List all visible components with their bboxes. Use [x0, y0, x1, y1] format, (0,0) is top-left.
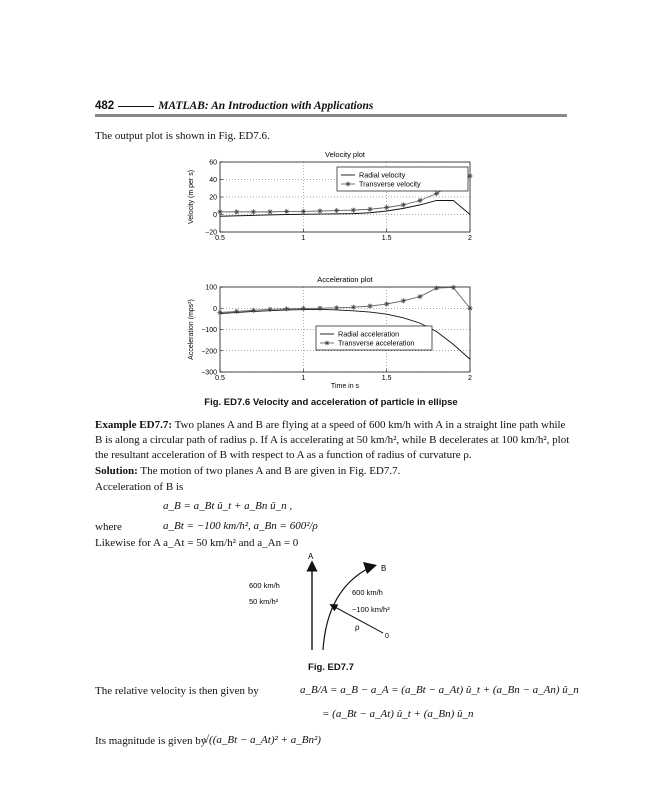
x-tick-label: 1: [301, 375, 306, 382]
center-label: 0: [385, 633, 389, 640]
label-b: B: [381, 564, 387, 573]
data-point: [301, 209, 306, 214]
data-point: [234, 309, 239, 314]
right-speed-label: 600 km/h: [352, 588, 383, 597]
intro-paragraph: The output plot is shown in Fig. ED7.6.: [95, 130, 270, 142]
data-point: [467, 306, 472, 311]
relative-text: The relative velocity is then given by: [95, 685, 259, 697]
data-point: [434, 285, 439, 290]
figure-ed7-7-caption: Fig. ED7.7: [308, 662, 354, 673]
y-tick-label: −200: [201, 348, 217, 356]
page-number: 482: [95, 100, 115, 112]
equation-where: a_Bt = −100 km/h², a_Bn = 600²/ρ: [163, 520, 318, 532]
data-point: [234, 209, 239, 214]
figure-caption: Fig. ED7.6 Velocity and acceleration of particle in ellipse: [204, 397, 458, 408]
x-tick-label: 0.5: [215, 235, 225, 242]
y-tick-label: 40: [209, 177, 217, 184]
left-accel-label: 50 km/h²: [249, 597, 279, 606]
series-line: [220, 287, 470, 312]
data-point: [317, 208, 322, 213]
data-point: [417, 294, 422, 299]
acceleration-chart: [188, 275, 473, 390]
likewise-text: Likewise for A a_At = 50 km/h² and a_An = 0: [95, 537, 299, 549]
data-point: [334, 305, 339, 310]
relative-equation-1: a_B/A = a_B − a_A = (a_Bt − a_At) û_t + (a_Bn − a_An) û_n: [300, 684, 579, 696]
data-point: [367, 207, 372, 212]
magnitude-text: Its magnitude is given by: [95, 735, 207, 747]
data-point: [284, 209, 289, 214]
header-rule: [95, 114, 567, 117]
running-header: [95, 100, 373, 112]
data-point: [434, 191, 439, 196]
chart-title: Acceleration plot: [317, 275, 373, 284]
y-tick-label: 20: [209, 194, 217, 202]
example-body-1: Two planes A and B are flying at a speed of 600 km/h with A in a straight line path while: [174, 419, 566, 431]
relative-equation-2: = (a_Bt − a_At) û_t + (a_Bn) û_n: [322, 708, 474, 720]
data-point: [301, 306, 306, 311]
rho-label: ρ: [355, 623, 360, 632]
x-axis-label: Time in s: [330, 383, 360, 390]
x-tick-label: 1: [301, 235, 306, 242]
y-tick-label: −20: [205, 229, 217, 237]
path-b-arrowhead: [363, 562, 377, 574]
book-title: MATLAB: An Introduction with Applications: [158, 100, 374, 112]
y-tick-label: 60: [209, 159, 217, 167]
example-body-3: the resultant acceleration of B with respect to A as a function of radius of curvature ρ.: [95, 449, 472, 461]
data-point: [217, 310, 222, 315]
example-paragraph: [95, 418, 573, 463]
legend-marker: [346, 182, 351, 187]
data-point: [251, 209, 256, 214]
acceleration-b-text: Acceleration of B is: [95, 481, 184, 493]
solution-text: The motion of two planes A and B are given in Fig. ED7.7.: [140, 465, 401, 477]
data-point: [401, 202, 406, 207]
velocity-chart: [188, 150, 473, 242]
data-point: [217, 209, 222, 214]
equation-accel-b: a_B = a_Bt û_t + a_Bn û_n ,: [163, 500, 293, 512]
data-point: [351, 208, 356, 213]
data-point: [367, 304, 372, 309]
x-tick-label: 1.5: [381, 375, 392, 382]
where-label: where: [95, 521, 122, 533]
y-axis-label: Velocity (m per s): [188, 169, 195, 225]
data-point: [401, 298, 406, 303]
left-speed-label: 600 km/h: [249, 581, 280, 590]
header-dash: [118, 106, 154, 107]
data-point: [267, 209, 272, 214]
x-tick-label: 2: [468, 235, 472, 242]
data-point: [284, 306, 289, 311]
example-label: Example ED7.7:: [95, 419, 172, 431]
data-point: [317, 306, 322, 311]
legend-label: Transverse acceleration: [338, 338, 415, 348]
example-body-2: B is along a circular path of radius ρ. If A is accelerating at 50 km/h², while B decelerates at 100 km/h², plot: [95, 434, 570, 446]
data-point: [334, 208, 339, 213]
series-line: [220, 201, 470, 217]
solution-label: Solution:: [95, 465, 138, 477]
legend-label: Radial velocity: [359, 170, 406, 180]
figure-ed7-7-diagram: [235, 550, 475, 660]
x-tick-label: 2: [468, 375, 472, 382]
legend-marker: [325, 341, 330, 346]
x-tick-label: 0.5: [215, 375, 225, 382]
data-point: [417, 198, 422, 203]
data-point: [251, 308, 256, 313]
y-tick-label: −300: [201, 369, 217, 377]
right-accel-label: −100 km/h²: [352, 605, 390, 614]
data-point: [384, 205, 389, 210]
y-tick-label: 0: [213, 212, 217, 219]
y-tick-label: 0: [213, 305, 217, 313]
data-point: [384, 301, 389, 306]
data-point: [351, 305, 356, 310]
figure-ed7-6: [180, 148, 500, 398]
x-tick-label: 1.5: [381, 235, 392, 242]
y-axis-label: Acceleration (mps²): [188, 299, 195, 360]
y-tick-label: −100: [201, 327, 217, 334]
chart-title: Velocity plot: [324, 150, 366, 159]
legend-label: Transverse velocity: [359, 179, 421, 189]
solution-line: [95, 464, 400, 479]
magnitude-equation: √((a_Bt − a_At)² + a_Bn²): [203, 734, 321, 746]
data-point: [451, 285, 456, 290]
label-a: A: [308, 552, 314, 561]
legend-label: Radial acceleration: [338, 329, 400, 339]
y-tick-label: 100: [205, 284, 217, 292]
